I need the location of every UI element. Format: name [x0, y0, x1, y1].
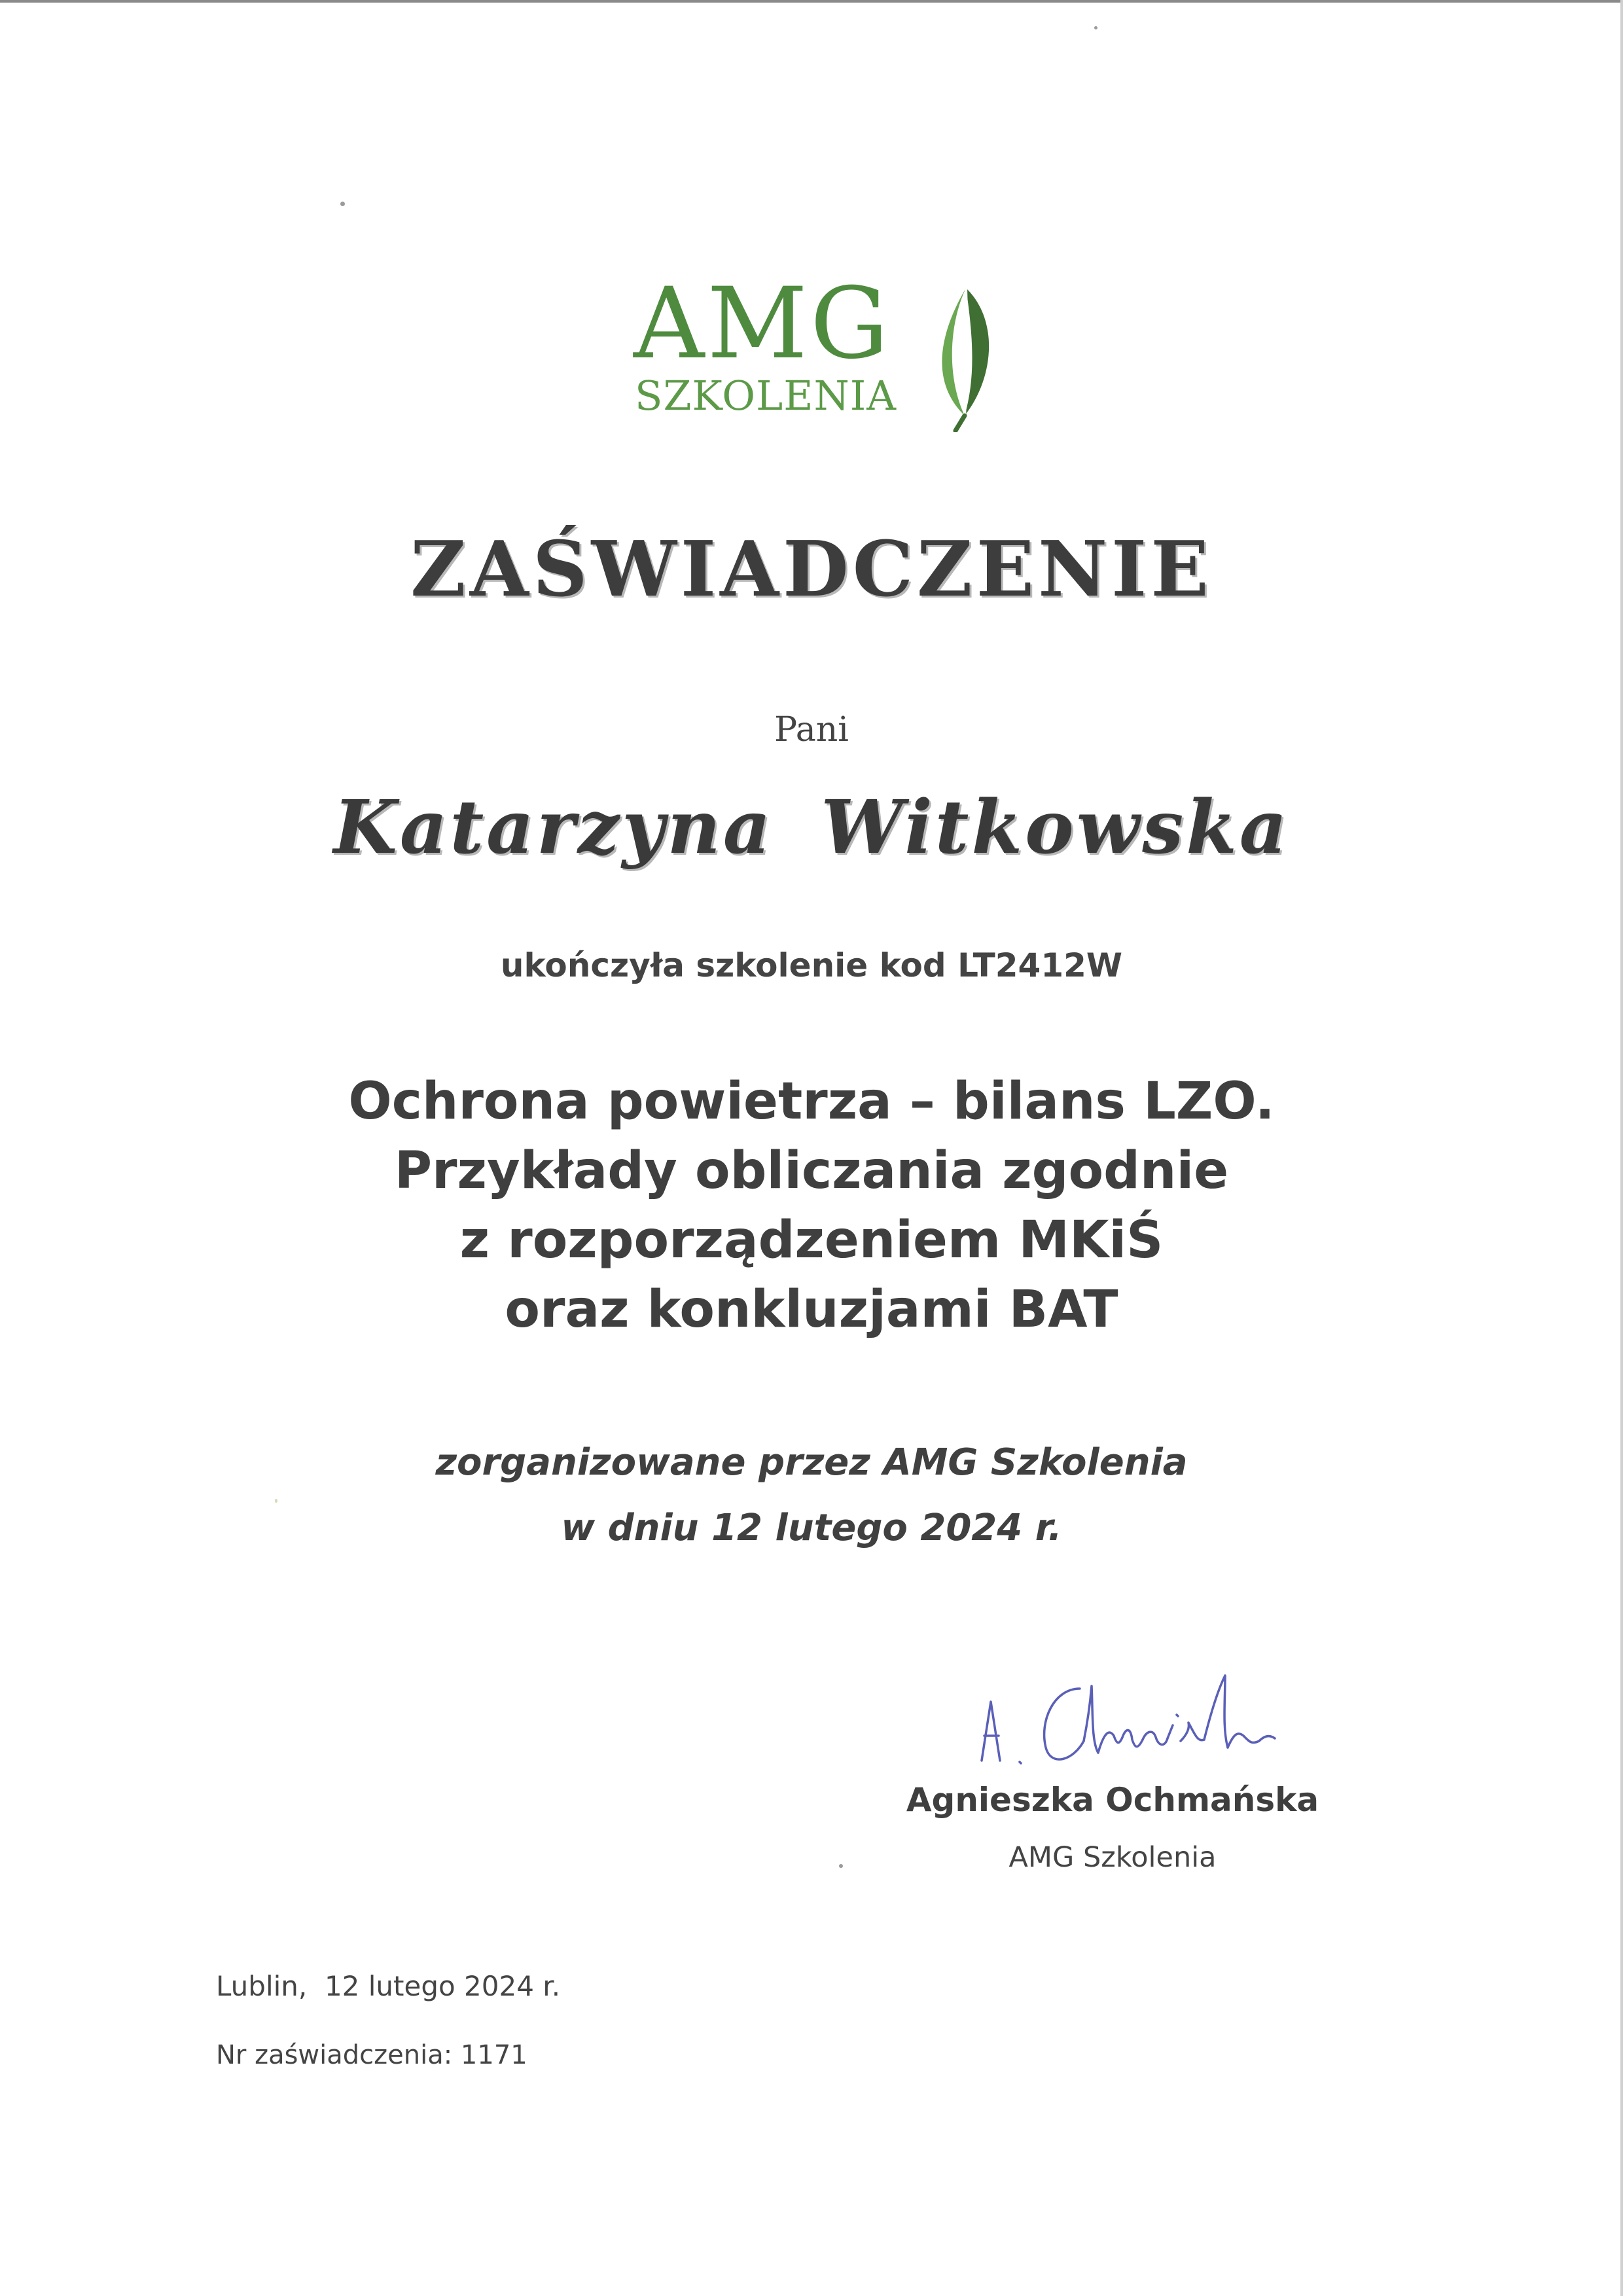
scan-edge-top [0, 0, 1623, 3]
organizer-statement [0, 1430, 1623, 1561]
course-title [0, 1067, 1623, 1344]
course-title-line: Przykłady obliczania zgodnie [394, 1141, 1229, 1200]
scan-speck [340, 202, 345, 206]
logo-subtitle: SZKOLENIA [635, 372, 897, 420]
salutation: Pani [774, 710, 849, 749]
place-and-date: Lublin, 12 lutego 2024 r. [216, 1970, 561, 2002]
signer-name: Agnieszka Ochmańska [906, 1781, 1319, 1819]
scan-speck [839, 1864, 843, 1868]
certificate-number: Nr zaświadczenia: 1171 [216, 2040, 527, 2070]
course-title-line: oraz konkluzjami BAT [505, 1280, 1118, 1339]
logo-wordmark: AMG [633, 267, 891, 381]
amg-szkolenia-logo [628, 267, 995, 432]
leaf-icon [902, 281, 1000, 432]
date-line: w dniu 12 lutego 2024 r. [561, 1507, 1062, 1549]
course-title-line: z rozporządzeniem MKiŚ [459, 1211, 1164, 1270]
certificate-title: ZAŚWIADCZENIE [410, 525, 1213, 614]
course-title-line: Ochrona powietrza – bilans LZO. [348, 1072, 1275, 1131]
scan-speck [1094, 26, 1097, 29]
organizer-line: zorganizowane przez AMG Szkolenia [435, 1441, 1188, 1484]
recipient-name: Katarzyna Witkowska [333, 785, 1290, 870]
completion-statement: ukończyła szkolenie kod LT2412W [500, 946, 1123, 984]
handwritten-signature [969, 1662, 1335, 1780]
signer-organization: AMG Szkolenia [1008, 1841, 1217, 1874]
